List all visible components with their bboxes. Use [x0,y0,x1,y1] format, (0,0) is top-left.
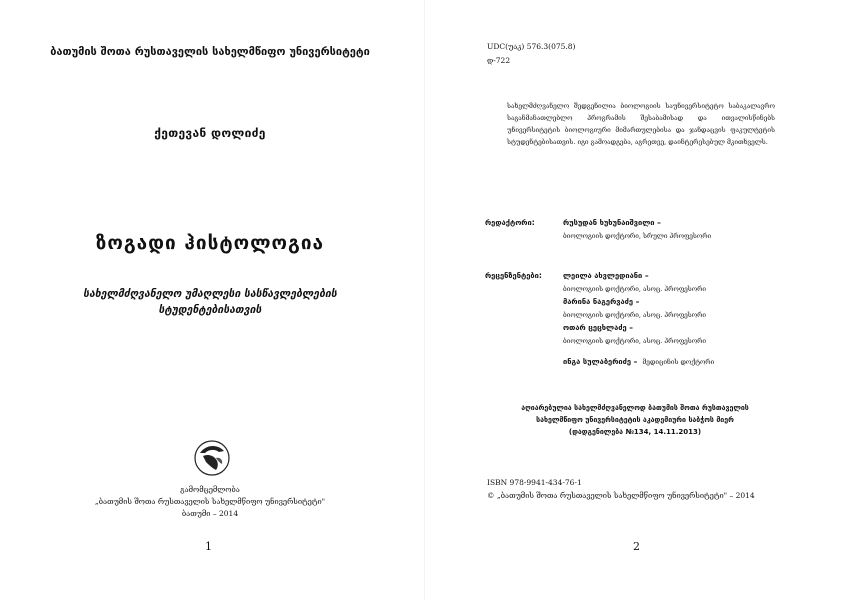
reviewers-label: რეცენზენტები: [485,271,542,280]
udc-block [487,40,575,68]
editor-description: ბიოლოგიის დოქტორი, სრული პროფესორი [563,232,712,240]
approval-block [485,402,785,438]
approval-decree: (დადგენილება №134, 14.11.2013) [568,428,702,436]
reviewer-name: ოთარ ცეცხლაძე – [563,323,634,332]
editor-label: რედაქტორი: [485,218,535,227]
left-page [0,0,424,600]
page-number-right: 2 [633,540,640,553]
reviewer-description: ბიოლოგიის დოქტორი, ასოც. პროფესორი [563,337,707,345]
publisher-label: გამომცემლობა [180,485,240,494]
page-number-left: 1 [205,540,212,553]
approval-line: აღიარებულია სახელმძღვანელოდ ბათუმის შოთა რუსთაველის [521,404,749,412]
reviewer-name: ლეილა ახვლედიანი – [563,271,649,280]
editor-name: რუსუდან ხუხუნაიშვილი – [563,218,661,227]
reviewer-description: ბიოლოგიის დოქტორი, ასოც. პროფესორი [563,311,707,319]
udc-classification: UDC(უაკ) 576.3(075.8) [487,42,576,51]
university-logo-icon [192,438,232,478]
isbn-number: ISBN 978-9941-434-76-1 [487,478,582,487]
reviewer-description: მედიცინის დოქტორი [642,358,715,366]
university-name: ბათუმის შოთა რუსთაველის სახელმწიფო უნივერსიტეტი [50,45,370,58]
reviewer-last [563,349,714,368]
publisher-block [40,484,380,520]
approval-line: სახელმწიფო უნივერსიტეტის აკადემიური საბჭოს მიერ [536,416,734,424]
publisher-name: „ბათუმის შოთა რუსთაველის სახელმწიფო უნივერსიტეტი" [94,497,326,506]
publisher-city-year: ბათუმი – 2014 [181,509,239,518]
abstract-text: სახელმძღვანელო შედგენილია ბიოლოგიის საუნივერსიტეტო საბაკალავრო საგანმანათლებლო პროგრამის შესაბამისად და ითვალისწინებს უნივერსიტეტის ბიოლოგიური მიმართულებისა და ჯანდაცვის ფაკულტეტის სტუდენტებისათვის. იგი გამოადგება, აგრეთვე, დაინტერესებულ მკითხველს. [507,102,775,146]
reviewer-name: მარინა ნაგერვაძე – [563,297,640,306]
book-subtitle: სახელმძღვანელო უმაღლესი სასწავლებლების სტუდენტებისათვის [83,288,337,316]
copyright-line: © „ბათუმის შოთა რუსთაველის სახელმწიფო უნივერსიტეტი" – 2014 [487,491,755,500]
udc-code: დ-722 [487,56,511,65]
reviewer-description: ბიოლოგიის დოქტორი, ასოც. პროფესორი [563,285,707,293]
author-name: ქეთევან დოლიძე [154,126,266,140]
right-page [425,0,849,600]
isbn-block [487,476,755,502]
reviewer-name: ინგა სულაბერიძე – [563,357,638,366]
book-title: ზოგადი ჰისტოლოგია [95,232,325,254]
